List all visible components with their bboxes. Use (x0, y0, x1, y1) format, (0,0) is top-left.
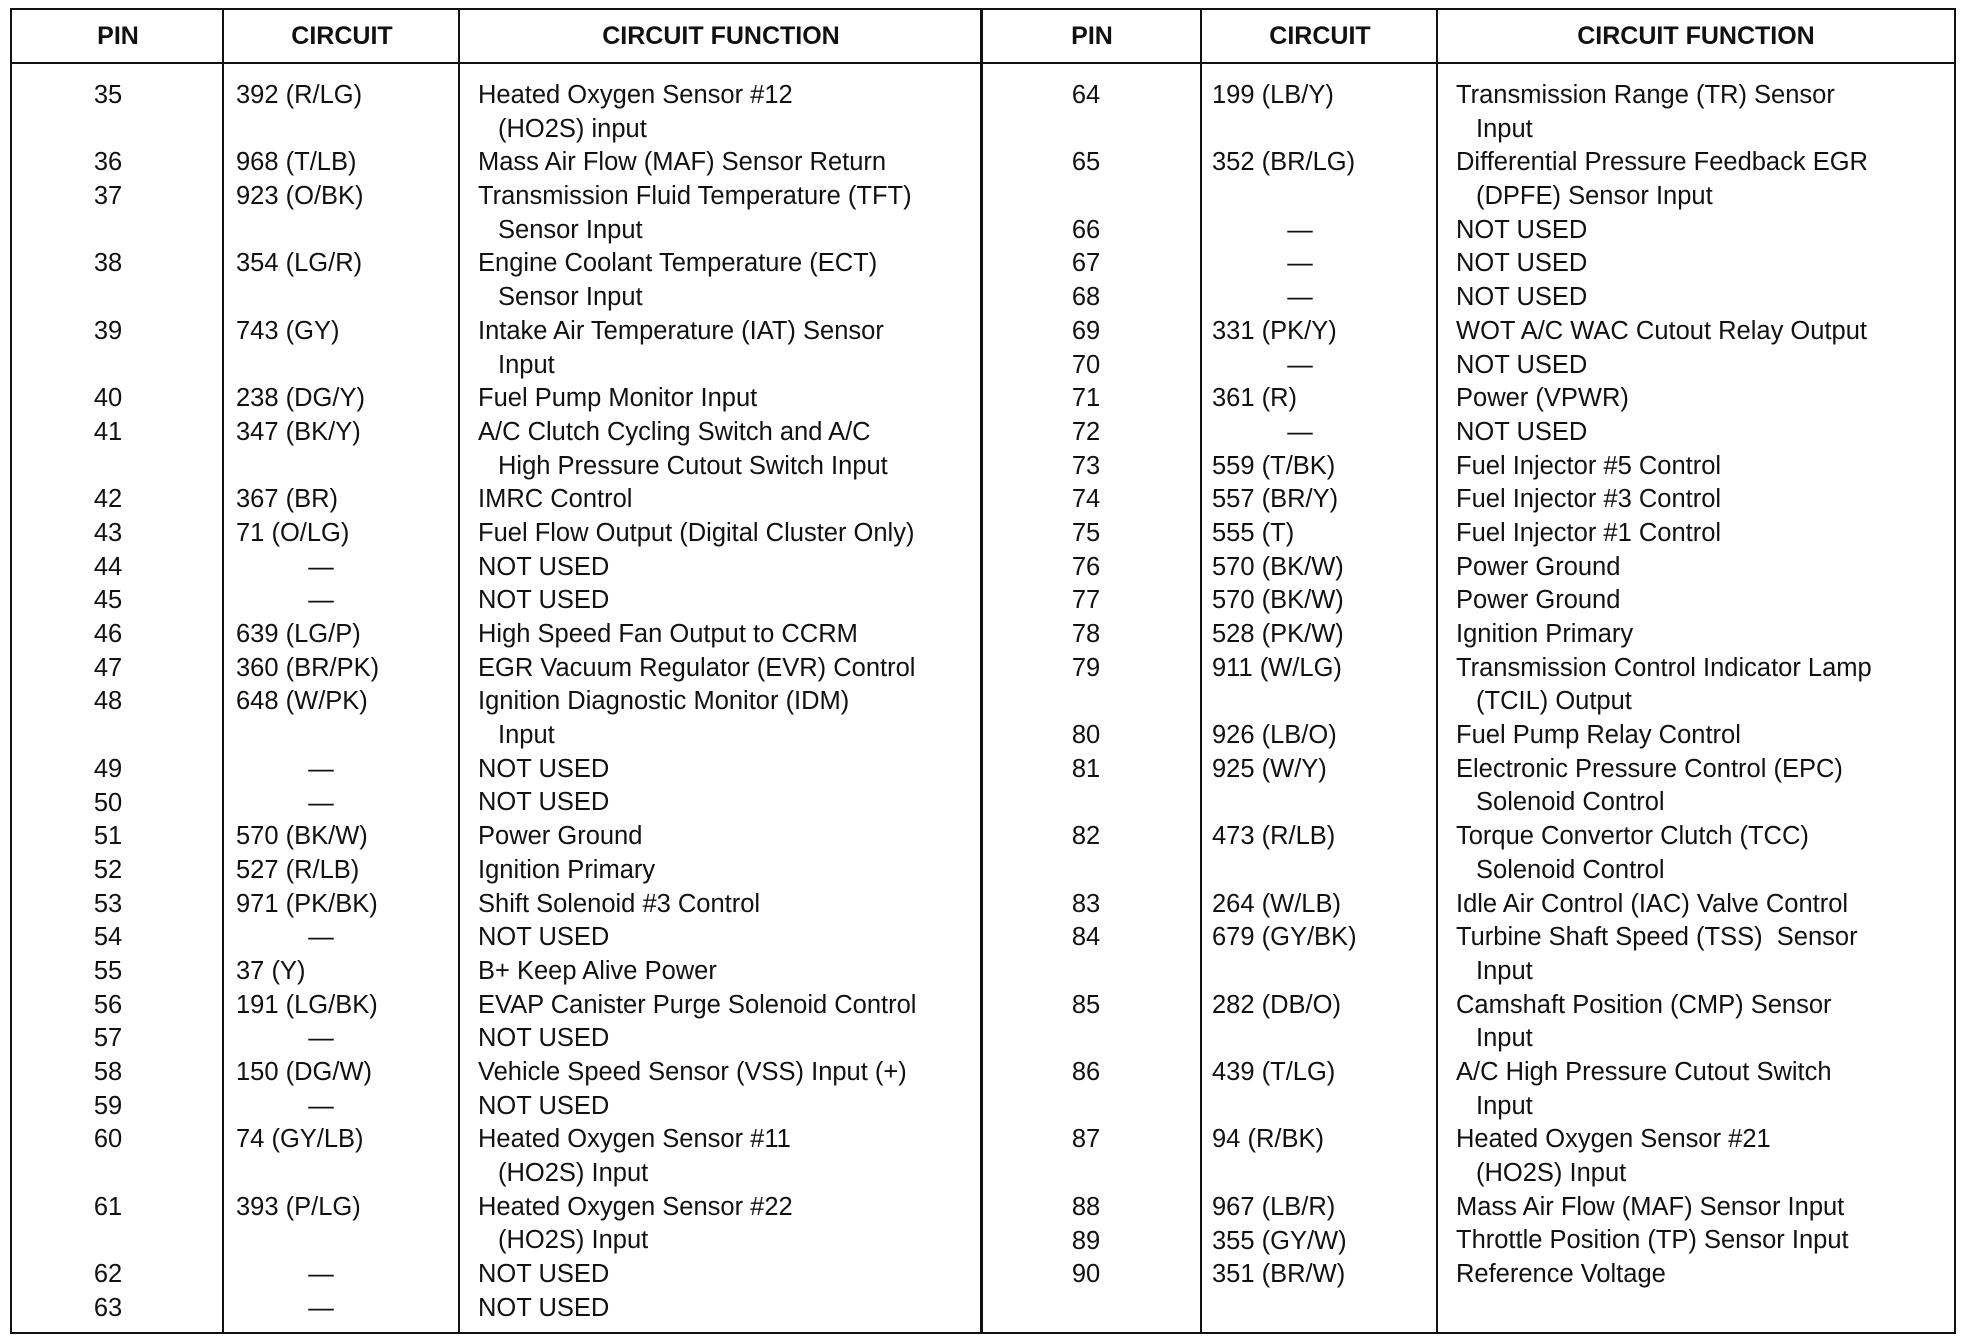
circuit-function-text: WOT A/C WAC Cutout Relay Output (1456, 316, 1867, 345)
circuit-code: 393 (P/LG) (236, 1192, 361, 1221)
left-function-column (478, 79, 974, 1325)
pin-number: 63 (93, 1293, 123, 1322)
pin-number: 52 (93, 855, 123, 884)
circuit-function-text: Reference Voltage (1456, 1260, 1666, 1289)
circuit-code-dash: — (308, 1293, 334, 1322)
circuit-function-text: NOT USED (478, 754, 610, 783)
pin-number: 42 (93, 485, 123, 514)
circuit-code: 570 (BK/W) (236, 822, 368, 851)
pin-number: 55 (93, 956, 123, 985)
pin-number: 72 (1071, 417, 1101, 446)
circuit-function-text: A/C Clutch Cycling Switch and A/C (478, 417, 871, 446)
circuit-code: 354 (LG/R) (236, 249, 363, 278)
circuit-function-text: NOT USED (478, 1293, 610, 1322)
circuit-code (236, 753, 446, 787)
circuit-function-text: NOT USED (478, 1091, 610, 1120)
circuit-code: 570 (BK/W) (1212, 586, 1344, 615)
circuit-function-text: (HO2S) Input (498, 1159, 649, 1187)
circuit-function-text: B+ Keep Alive Power (478, 956, 717, 985)
pin-number: 90 (1071, 1260, 1101, 1289)
pin-number: 65 (1071, 148, 1101, 177)
circuit-function-text: Heated Oxygen Sensor #21 (1456, 1125, 1771, 1154)
circuit-function-text: NOT USED (1456, 283, 1588, 312)
circuit-code: 347 (BK/Y) (236, 417, 361, 446)
pin-number: 80 (1071, 721, 1101, 750)
circuit-code: 361 (R) (1212, 384, 1298, 413)
pin-number: 88 (1071, 1192, 1101, 1221)
pin-number: 41 (93, 417, 123, 446)
circuit-code: 392 (R/LG) (236, 81, 363, 109)
pin-number: 37 (93, 182, 123, 211)
circuit-code: 367 (BR) (236, 485, 339, 514)
circuit-code: 555 (T) (1212, 518, 1295, 547)
pin-number: 58 (93, 1058, 123, 1087)
circuit-function-text: Transmission Fluid Temperature (TFT) (478, 182, 912, 211)
pin-number: 74 (1071, 485, 1101, 514)
circuit-code-dash: — (1287, 249, 1313, 278)
circuit-function-text: NOT USED (1456, 417, 1588, 446)
circuit-function-text: Solenoid Control (1476, 788, 1665, 817)
pin-number: 60 (93, 1125, 123, 1154)
circuit-function-text: (HO2S) Input (498, 1226, 649, 1255)
circuit-code-dash: — (308, 1091, 334, 1120)
circuit-function-text: Power Ground (1456, 586, 1621, 615)
pin-number: 69 (1071, 316, 1101, 345)
circuit-code: 473 (R/LB) (1212, 822, 1336, 851)
circuit-code: 37 (Y) (236, 956, 306, 985)
circuit-function-text: Heated Oxygen Sensor #12 (478, 81, 793, 109)
circuit-function-text: (TCIL) Output (1476, 687, 1632, 716)
circuit-function-text: Fuel Injector #3 Control (1456, 485, 1722, 514)
circuit-function-text: Mass Air Flow (MAF) Sensor Return (478, 148, 887, 177)
pin-number: 45 (93, 586, 123, 615)
circuit-code: 528 (PK/W) (1212, 620, 1344, 649)
circuit-function-text: NOT USED (478, 552, 610, 581)
header-circuit-right: CIRCUIT (1269, 22, 1371, 50)
pin-number: 36 (93, 148, 123, 177)
circuit-function-text: Input (1476, 114, 1533, 143)
pin-number: 78 (1071, 620, 1101, 649)
circuit-function-text: Fuel Injector #1 Control (1456, 518, 1722, 547)
circuit-function-text: Idle Air Control (IAC) Valve Control (1456, 889, 1849, 918)
circuit-function-text: Sensor Input (498, 215, 643, 244)
circuit-function-text: Input (1476, 1091, 1533, 1120)
circuit-function-text: Transmission Range (TR) Sensor (1456, 81, 1835, 109)
circuit-function-text: (HO2S) input (498, 114, 647, 143)
pin-number: 70 (1071, 350, 1101, 379)
header-pin-right: PIN (1071, 22, 1113, 50)
circuit-function-text: High Speed Fan Output to CCRM (478, 620, 858, 648)
circuit-code (1212, 281, 1428, 315)
circuit-code (1212, 416, 1428, 450)
circuit-function-text: A/C High Pressure Cutout Switch (1456, 1057, 1832, 1086)
circuit-function-text: Fuel Injector #5 Control (1456, 451, 1722, 480)
circuit-code (236, 1258, 446, 1292)
circuit-function-text: Solenoid Control (1476, 855, 1665, 884)
circuit-function-text: Ignition Primary (1456, 620, 1634, 648)
circuit-code (236, 1022, 446, 1056)
pin-number: 40 (93, 384, 123, 413)
left-pin-column (52, 79, 164, 1326)
circuit-code: 925 (W/Y) (1212, 754, 1327, 783)
circuit-code: 191 (LG/BK) (236, 990, 378, 1019)
circuit-function-text: NOT USED (1456, 215, 1588, 244)
circuit-code: 911 (W/LG) (1212, 653, 1342, 682)
table-body (12, 64, 1954, 1332)
circuit-function-text: Heated Oxygen Sensor #11 (478, 1125, 791, 1154)
pin-number: 82 (1071, 822, 1101, 851)
pin-number: 66 (1071, 215, 1101, 244)
circuit-code: 360 (BR/PK) (236, 653, 380, 682)
right-function-column (1456, 79, 1952, 1292)
pin-number: 57 (93, 1024, 123, 1053)
pin-number: 62 (93, 1260, 123, 1289)
circuit-code-dash: — (308, 754, 334, 783)
circuit-function-text: Input (1476, 956, 1533, 985)
circuit-code (236, 921, 446, 955)
circuit-code: 351 (BR/W) (1212, 1260, 1346, 1289)
circuit-code (236, 584, 446, 618)
circuit-code: 71 (O/LG) (236, 519, 350, 548)
pin-number: 46 (93, 620, 123, 649)
pin-number: 87 (1071, 1125, 1101, 1154)
circuit-code-dash: — (1287, 417, 1313, 446)
circuit-code: 282 (DB/O) (1212, 990, 1341, 1019)
circuit-code: 679 (GY/BK) (1212, 923, 1357, 952)
header-circuit-function-right: CIRCUIT FUNCTION (1577, 22, 1815, 50)
circuit-function-text: Input (498, 721, 555, 750)
table-header (12, 10, 1954, 64)
circuit-code: 527 (R/LB) (236, 855, 360, 884)
circuit-code: 439 (T/LG) (1212, 1058, 1336, 1087)
circuit-function-text: (HO2S) Input (1476, 1159, 1627, 1187)
circuit-function-text: Engine Coolant Temperature (ECT) (478, 249, 878, 278)
pin-number: 50 (93, 788, 123, 817)
pin-number: 54 (93, 923, 123, 952)
pin-number: 83 (1071, 889, 1101, 918)
circuit-function-text: Fuel Flow Output (Digital Cluster Only) (478, 518, 915, 547)
circuit-code (236, 787, 446, 821)
circuit-function-text: Sensor Input (498, 283, 643, 312)
left-circuit-column (236, 79, 446, 1326)
circuit-function-text: Input (1476, 1024, 1533, 1053)
circuit-function-text: NOT USED (478, 1260, 610, 1289)
circuit-function-text: Power (VPWR) (1456, 384, 1629, 413)
circuit-function-text: Fuel Pump Monitor Input (478, 384, 758, 413)
pin-number: 71 (1071, 384, 1101, 413)
pin-number: 89 (1071, 1226, 1101, 1255)
circuit-function-text: Torque Convertor Clutch (TCC) (1456, 822, 1809, 851)
circuit-code (1212, 247, 1428, 281)
circuit-code-dash: — (308, 788, 334, 817)
circuit-code: 352 (BR/LG) (1212, 148, 1356, 177)
circuit-code: 967 (LB/R) (1212, 1192, 1336, 1221)
circuit-code (236, 1090, 446, 1124)
circuit-code-dash: — (308, 1260, 334, 1289)
pin-number: 35 (93, 81, 123, 109)
circuit-function-text: Vehicle Speed Sensor (VSS) Input (+) (478, 1057, 907, 1086)
pin-number: 48 (93, 687, 123, 716)
circuit-code: 559 (T/BK) (1212, 451, 1336, 480)
pin-number: 76 (1071, 552, 1101, 581)
circuit-function-text: Heated Oxygen Sensor #22 (478, 1192, 793, 1221)
pin-number: 73 (1071, 451, 1101, 480)
circuit-function-text: Fuel Pump Relay Control (1456, 721, 1741, 750)
circuit-function-text: NOT USED (1456, 350, 1588, 379)
circuit-function-text: High Pressure Cutout Switch Input (498, 451, 888, 480)
circuit-function-text: Turbine Shaft Speed (TSS) Sensor (1456, 923, 1858, 952)
pin-number: 51 (93, 822, 123, 851)
header-circuit-function-left: CIRCUIT FUNCTION (602, 22, 840, 50)
pin-number: 79 (1071, 653, 1101, 682)
circuit-function-text: Ignition Primary (478, 855, 656, 884)
pin-number: 81 (1071, 754, 1101, 783)
pin-number: 86 (1071, 1058, 1101, 1087)
circuit-code-dash: — (308, 552, 334, 581)
circuit-code: 331 (PK/Y) (1212, 316, 1337, 345)
circuit-function-text: Mass Air Flow (MAF) Sensor Input (1456, 1192, 1845, 1221)
pin-number: 53 (93, 889, 123, 918)
circuit-function-text: Camshaft Position (CMP) Sensor (1456, 990, 1832, 1019)
circuit-code: 199 (LB/Y) (1212, 81, 1334, 109)
circuit-function-text: Ignition Diagnostic Monitor (IDM) (478, 687, 850, 716)
circuit-function-text: Intake Air Temperature (IAT) Sensor (478, 316, 884, 345)
circuit-function-text: NOT USED (1456, 249, 1588, 278)
pin-number: 85 (1071, 990, 1101, 1019)
circuit-function-text: Power Ground (478, 822, 643, 851)
circuit-function-text: EGR Vacuum Regulator (EVR) Control (478, 653, 916, 682)
circuit-code-dash: — (1287, 283, 1313, 312)
circuit-code: 94 (R/BK) (1212, 1125, 1324, 1154)
pin-number: 61 (93, 1192, 123, 1221)
pin-number: 84 (1071, 923, 1101, 952)
circuit-code-dash: — (308, 586, 334, 615)
pin-number: 39 (93, 316, 123, 345)
circuit-code: 926 (LB/O) (1212, 721, 1337, 750)
circuit-code (236, 551, 446, 585)
circuit-function-text: NOT USED (478, 586, 610, 615)
circuit-function-text: Differential Pressure Feedback EGR (1456, 148, 1868, 177)
circuit-code: 648 (W/PK) (236, 687, 368, 716)
circuit-function-text: NOT USED (478, 923, 610, 952)
pin-number: 56 (93, 990, 123, 1019)
circuit-code: 639 (LG/P) (236, 620, 361, 649)
circuit-code-dash: — (308, 1024, 334, 1053)
circuit-code: 355 (GY/W) (1212, 1226, 1347, 1255)
pin-number: 77 (1071, 586, 1101, 615)
header-circuit-left: CIRCUIT (291, 22, 393, 50)
circuit-code (236, 1292, 446, 1326)
right-circuit-column (1212, 79, 1428, 1292)
circuit-function-text: Shift Solenoid #3 Control (478, 889, 761, 918)
circuit-function-text: Electronic Pressure Control (EPC) (1456, 754, 1843, 783)
header-pin-left: PIN (97, 22, 139, 50)
circuit-code-dash: — (1287, 350, 1313, 379)
circuit-code: 74 (GY/LB) (236, 1125, 364, 1154)
circuit-code (1212, 349, 1428, 383)
circuit-code: 971 (PK/BK) (236, 889, 378, 918)
circuit-function-text: Power Ground (1456, 552, 1621, 581)
pin-number: 75 (1071, 518, 1101, 547)
circuit-code: 150 (DG/W) (236, 1058, 373, 1087)
circuit-function-text: NOT USED (478, 1024, 610, 1053)
circuit-code: 238 (DG/Y) (236, 384, 365, 413)
pin-number: 49 (93, 754, 123, 783)
circuit-function-text: IMRC Control (478, 485, 633, 514)
circuit-function-text: (DPFE) Sensor Input (1476, 182, 1713, 211)
pin-number: 64 (1071, 81, 1101, 109)
circuit-code-dash: — (1287, 215, 1313, 244)
pin-table (10, 8, 1956, 1334)
pin-number: 68 (1071, 283, 1101, 312)
pin-number: 67 (1071, 249, 1101, 278)
circuit-code: 923 (O/BK) (236, 182, 364, 211)
circuit-code: 557 (BR/Y) (1212, 485, 1339, 514)
right-pin-column (1030, 79, 1142, 1292)
circuit-code: 570 (BK/W) (1212, 552, 1344, 581)
circuit-function-text: EVAP Canister Purge Solenoid Control (478, 990, 917, 1019)
circuit-code-dash: — (308, 923, 334, 952)
circuit-code: 264 (W/LB) (1212, 889, 1341, 918)
circuit-function-text: NOT USED (478, 788, 610, 817)
circuit-code: 968 (T/LB) (236, 148, 357, 177)
pin-number: 43 (93, 519, 123, 548)
circuit-function-text: Throttle Position (TP) Sensor Input (1456, 1226, 1849, 1255)
circuit-function-text: Transmission Control Indicator Lamp (1456, 653, 1872, 682)
pin-number: 59 (93, 1091, 123, 1120)
circuit-code: 743 (GY) (236, 316, 340, 345)
pin-number: 44 (93, 552, 123, 581)
pin-number: 38 (93, 249, 123, 278)
circuit-code (1212, 214, 1428, 248)
pin-number: 47 (93, 653, 123, 682)
circuit-function-text: Input (498, 350, 555, 379)
